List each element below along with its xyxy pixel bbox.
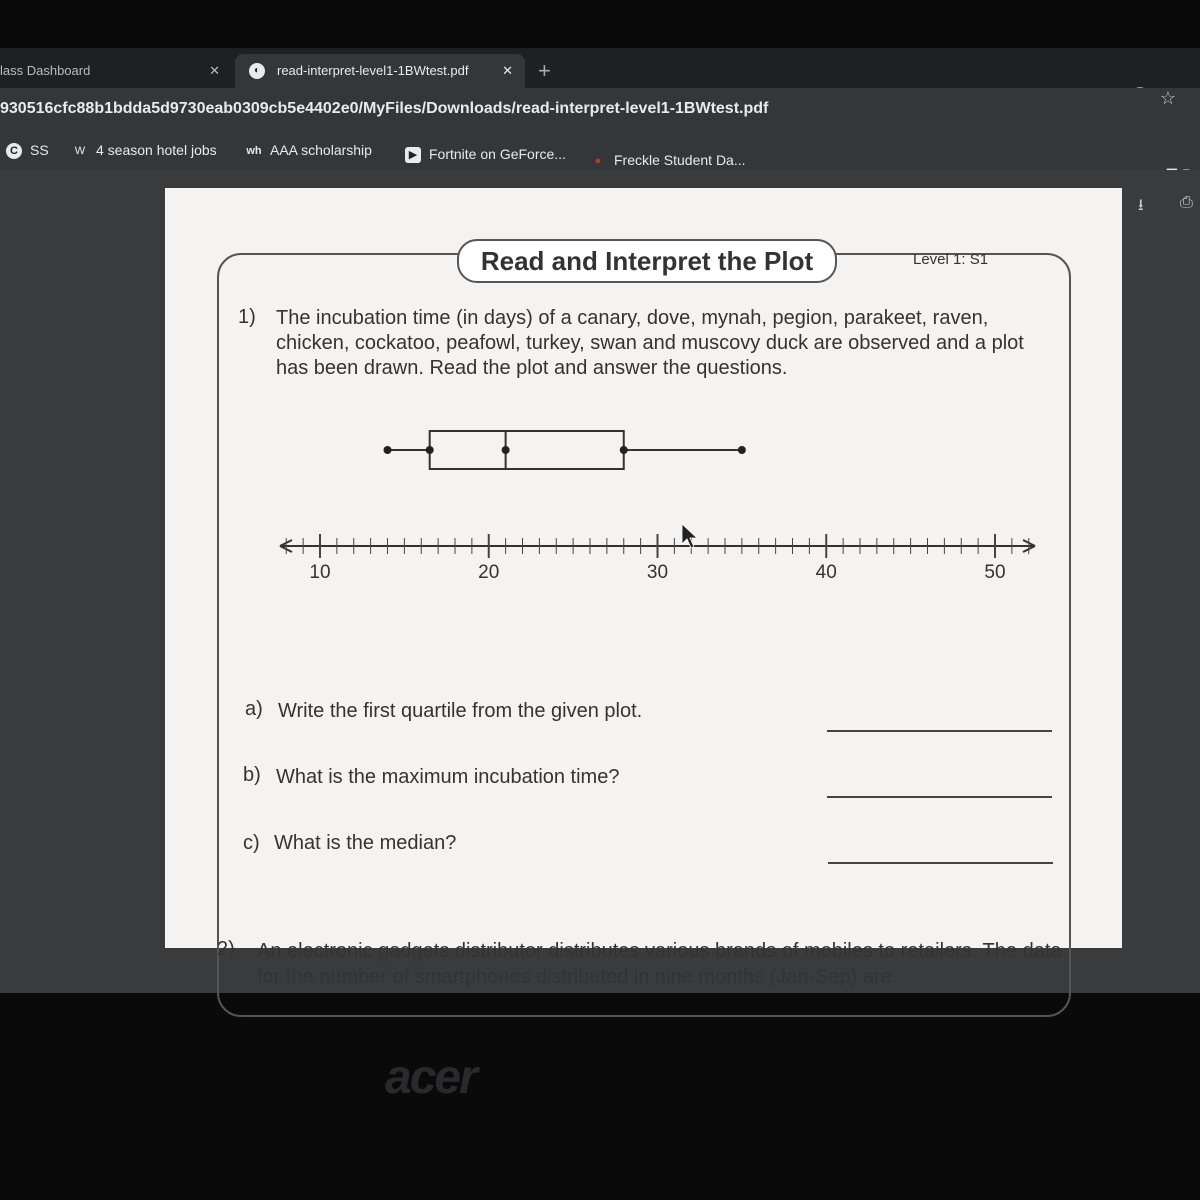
question-text: The incubation time (in days) of a canary, dove, mynah, pegion, parakeet, raven, chicken, cockatoo, peafowl, turkey, swan and muscovy duck are observed and a plot has been drawn. Read the plot and answer the questions. (276, 307, 1024, 379)
question-number: 2) (217, 938, 235, 960)
q1-point (426, 446, 434, 454)
tab-pdf[interactable] (235, 54, 525, 88)
tick-label: 30 (646, 562, 669, 583)
close-icon[interactable]: ✕ (209, 63, 220, 78)
close-icon[interactable]: ✕ (502, 63, 513, 78)
subquestion-label: b) (243, 764, 261, 786)
url-text[interactable]: 930516cfc88b1bdda5d9730eab0309cb5e4402e0/MyFiles/Downloads/read-interpret-level1-1BWtest.pdf (0, 100, 769, 117)
download-icon[interactable]: ⭳ (1138, 197, 1144, 214)
tick-label: 20 (478, 562, 500, 583)
question-number: 1) (238, 306, 256, 328)
max-point (738, 446, 746, 454)
tab-label: read-interpret-level1-1BWtest.pdf (277, 63, 469, 78)
star-icon[interactable]: ☆ (1159, 88, 1176, 108)
bookmark-hotel-jobs[interactable]: W 4 season hotel jobs (72, 142, 217, 159)
worksheet-title: Read and Interpret the Plot (457, 239, 837, 283)
tick-label: 50 (984, 562, 1006, 583)
c-logo-icon: C (6, 143, 22, 159)
tab-class-dashboard[interactable] (0, 54, 230, 88)
bookmark-aaa-scholarship[interactable]: wh AAA scholarship (246, 142, 372, 158)
subquestion-text: What is the maximum incubation time? (276, 766, 620, 788)
answer-line-a[interactable] (827, 730, 1052, 732)
tab-strip (0, 48, 1200, 88)
subquestion-label: c) (243, 832, 260, 854)
question-text: An electronic gadgets distributor distributes various brands of mobiles to retailers. The data for the number of smartphones distributed in nine months (Jan-Sep) are (257, 940, 1062, 988)
subquestion-text: Write the first quartile from the given plot. (278, 700, 643, 722)
subquestion-label: a) (245, 698, 263, 720)
box (430, 431, 624, 469)
tick-label: 40 (815, 562, 837, 583)
new-tab-icon[interactable]: + (538, 58, 551, 83)
q3-point (620, 446, 628, 454)
freckle-icon: ● (594, 155, 602, 168)
median-point (502, 446, 510, 454)
min-point (384, 446, 392, 454)
bookmarks-bar (0, 134, 1200, 171)
box-plot (270, 428, 1050, 588)
wh-icon: wh (246, 145, 262, 158)
globe-icon: ◐ (249, 63, 265, 79)
bookmark-ss[interactable]: C SS (6, 142, 49, 159)
bookmark-freckle[interactable]: ● Freckle Student Da... (590, 152, 746, 169)
tab-label: lass Dashboard (0, 63, 91, 78)
address-bar[interactable] (0, 88, 1200, 134)
print-icon[interactable]: ⎙ (1180, 194, 1193, 211)
level-label: Level 1: S1 (913, 251, 989, 268)
pdf-page (165, 188, 1122, 988)
tick-label: 10 (309, 562, 331, 583)
answer-line-c[interactable] (828, 862, 1053, 864)
answer-line-b[interactable] (827, 796, 1052, 798)
bookmark-fortnite[interactable]: ▶ Fortnite on GeForce... (405, 146, 566, 163)
mouse-cursor-icon (682, 524, 697, 548)
geforce-icon: ▶ (405, 147, 421, 163)
laptop-logo: acer (385, 1051, 476, 1104)
subquestion-text: What is the median? (274, 832, 457, 854)
wifi-w-icon: W (74, 145, 86, 158)
